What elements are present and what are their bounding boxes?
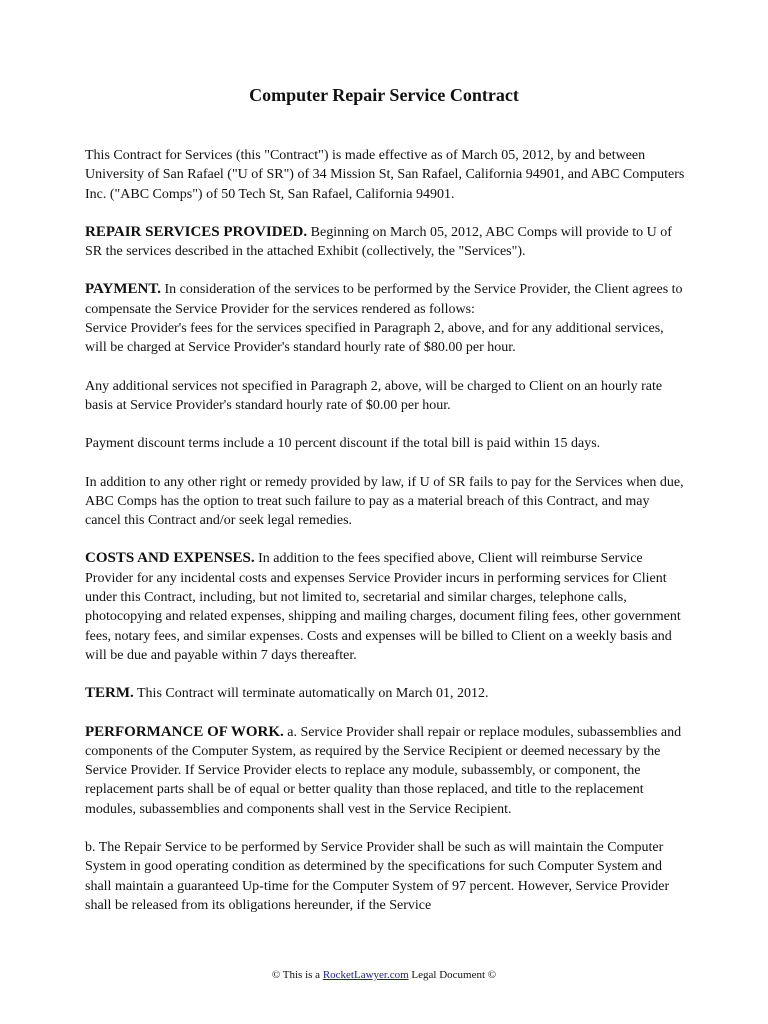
payment-additional-paragraph: Any additional services not specified in Paragraph 2, above, will be charged to Client on an hourly rate basis at Service Provider's standard hourly rate of $0.00 per hour. xyxy=(85,378,663,413)
footer-prefix: © This is a xyxy=(271,969,323,981)
repair-services-text: Beginning on March 05, 2012, ABC Comps will provide to U of SR the services described in the attached Exhibit (collectively, the "Services"). xyxy=(85,224,672,260)
term-heading: TERM. xyxy=(85,685,134,702)
payment-discount-paragraph: Payment discount terms include a 10 percent discount if the total bill is paid within 15 days. xyxy=(85,436,601,452)
rocketlawyer-link[interactable]: RocketLawyer.com xyxy=(322,969,409,981)
performance-heading: PERFORMANCE OF WORK. xyxy=(85,723,284,740)
intro-paragraph: This Contract for Services (this "Contract") is made effective as of March 05, 2012, by and between University of San Rafael ("U of SR") of 34 Mission St, San Rafael, California 94901, and ABC Computers Inc. ("ABC Comps") of 50 Tech St, San Rafael, California 94901. xyxy=(85,148,685,202)
performance-section xyxy=(85,723,685,819)
payment-remedy-paragraph: In addition to any other right or remedy provided by law, if U of SR fails to pay for the Services when due, ABC Comps has the option to treat such failure to pay as a material breach of this Contract, and may cancel this Contract and/or seek legal remedies. xyxy=(85,474,684,529)
term-section xyxy=(85,684,685,703)
document-title: Computer Repair Service Contract xyxy=(249,85,519,105)
document-footer xyxy=(0,968,768,982)
costs-heading: COSTS AND EXPENSES. xyxy=(85,550,255,567)
payment-section xyxy=(85,280,685,319)
footer-suffix: Legal Document © xyxy=(408,969,497,981)
payment-text: In consideration of the services to be performed by the Service Provider, the Client agrees to compensate the Service Provider for the services rendered as follows: xyxy=(85,282,683,317)
term-text: This Contract will terminate automatically on March 01, 2012. xyxy=(133,686,489,702)
document-body xyxy=(85,146,685,934)
repair-services-heading: REPAIR SERVICES PROVIDED. xyxy=(85,223,308,240)
performance-paragraph-b: b. The Repair Service to be performed by Service Provider shall be such as will maintain the Computer System in good operating condition as determined by the specifications for such Computer System and shall maintain a guaranteed Up-time for the Computer System of 97 percent. However, Service Provider shall be released from its obligations hereunder, if the Service xyxy=(85,840,670,913)
payment-heading: PAYMENT. xyxy=(85,281,161,298)
costs-section xyxy=(85,549,685,665)
repair-services-section xyxy=(85,223,685,262)
costs-text: In addition to the fees specified above, Client will reimburse Service Provider for any incidental costs and expenses Service Provider incurs in performing services for Client under this Contract, including, but not limited to, secretarial and similar charges, telephone calls, photocopying and related expenses, shipping and mailing charges, document filing fees, other government fees, notary fees, and similar expenses. Costs and expenses will be billed to Client on a weekly basis and will be due and payable within 7 days thereafter. xyxy=(85,551,681,663)
performance-text-a: a. Service Provider shall repair or replace modules, subassemblies and components of the Computer System, as required by the Service Recipient or deemed necessary by the Service Provider. If Service Provider elects to replace any module, subassembly, or component, the replacement parts shall be of equal or better quality than those replaced, and title to the replacement modules, subassemblies and components shall vest in the Service Recipient. xyxy=(85,724,682,817)
payment-rate-paragraph: Service Provider's fees for the services specified in Paragraph 2, above, and for any additional services, will be charged at Service Provider's standard hourly rate of $80.00 per hour. xyxy=(85,321,664,356)
